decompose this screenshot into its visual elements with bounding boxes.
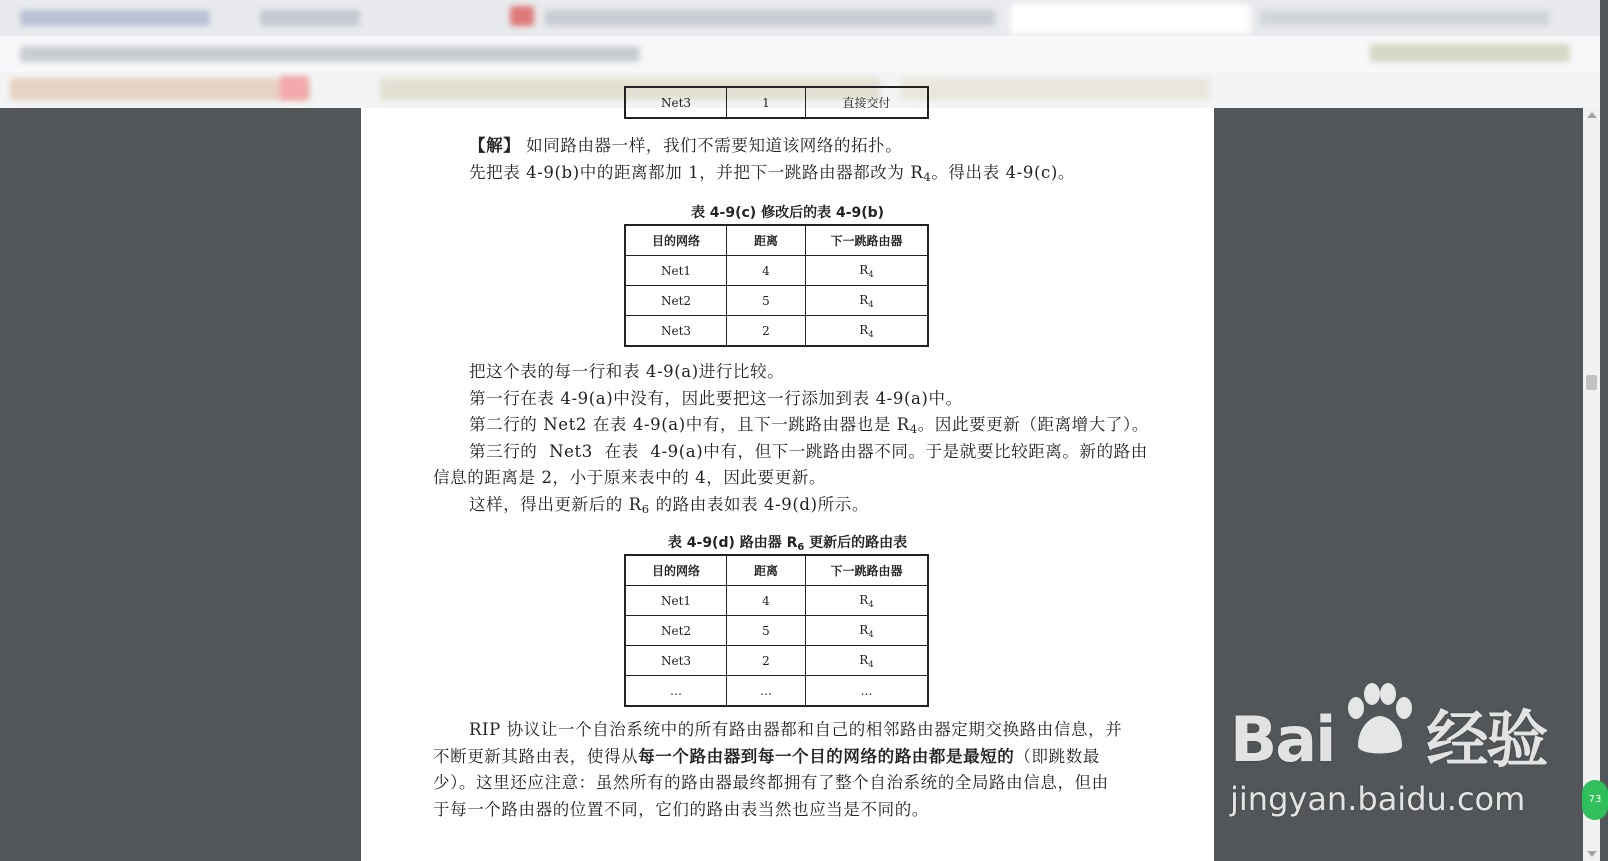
subscript: 4 [868,328,874,339]
paragraph-row3-line1: 第三行的 Net3 在表 4-9(a)中有，但下一跳路由器不同。于是就要比较距离。新的路由 [469,442,1148,461]
table-cell: … [727,676,806,707]
text: 的路由表如表 4-9(d)所示。 [649,495,869,514]
baidu-watermark [1230,680,1560,830]
table-header-row [625,555,928,586]
table-row [625,316,928,347]
scroll-up-arrow-icon[interactable] [1587,112,1597,118]
subscript: 6 [797,542,805,553]
column-header: 下一跳路由器 [806,225,929,256]
column-header: 目的网络 [625,555,727,586]
table-row [625,646,928,676]
text: 这样，得出更新后的 R [469,495,642,514]
address-bar[interactable] [0,36,1600,72]
table-cell: Net3 [625,646,727,676]
vertical-scrollbar[interactable] [1583,108,1600,861]
baidu-paw-icon [1338,680,1418,760]
table-cell: 4 [727,256,806,286]
bold-text: 每一个路由器到每一个目的网络的路由都是最短的 [638,747,1015,766]
text: R [859,652,869,667]
scroll-down-arrow-icon[interactable] [1587,851,1597,857]
text: Bai [1230,703,1335,776]
floating-badge[interactable]: 73 [1582,780,1608,820]
table-cell: Net2 [625,616,727,646]
subscript: 4 [909,422,918,436]
subscript: 4 [868,268,874,279]
table-row [625,87,928,118]
subscript: 4 [868,658,874,669]
column-header: 下一跳路由器 [806,555,929,586]
text: R [859,322,869,337]
table-cell [806,616,929,646]
table-cell: Net2 [625,286,727,316]
solution-text: 如同路由器一样，我们不需要知道该网络的拓扑。 [520,136,903,155]
routing-table-d [624,554,929,707]
table-cell: … [806,676,929,707]
paragraph-row1: 第一行在表 4-9(a)中没有，因此要把这一行添加到表 4-9(a)中。 [469,389,963,408]
table-cell: 2 [727,316,806,347]
text: 第二行的 Net2 在表 4-9(a)中有，且下一跳路由器也是 R [469,415,910,434]
subscript: 4 [868,598,874,609]
subscript: 6 [641,502,650,516]
tab-bar[interactable] [0,0,1600,36]
table-cell: 5 [727,286,806,316]
table-cell: Net3 [625,87,727,118]
text: R [859,622,869,637]
text: R [859,592,869,607]
text: 更新后的路由表 [804,535,908,551]
table-row [625,616,928,646]
routing-table-c [624,224,929,347]
table-cell [806,286,929,316]
column-header: 目的网络 [625,225,727,256]
paragraph-result [469,491,1322,523]
table-d-caption [361,532,1214,553]
paragraph-row3-line2: 信息的距离是 2，小于原来表中的 4，因此要更新。 [433,468,826,487]
solution-label: 【解】 [469,136,521,155]
table-c-caption: 表 4-9(c) 修改后的表 4-9(b) [690,205,885,221]
table-row [625,256,928,286]
text: 先把表 4-9(b)中的距离都加 1，并把下一跳路由器都改为 R [469,163,924,182]
table-cell: Net1 [625,256,727,286]
table-cell [806,256,929,286]
table-row [625,586,928,616]
text: 不断更新其路由表，使得从 [433,747,639,766]
paragraph-rip-line1: RIP 协议让一个自治系统中的所有路由器都和自己的相邻路由器定期交换路由信息，并 [469,720,1123,739]
table-cell: 1 [727,87,806,118]
scrollbar-thumb[interactable] [1586,375,1597,390]
paragraph-solution [469,132,1322,159]
column-header: 距离 [727,225,806,256]
document-page [361,95,1214,861]
subscript: 4 [923,170,932,184]
table-cell: … [625,676,727,707]
table-cell: 5 [727,616,806,646]
table-cell [806,646,929,676]
paragraph-step1 [469,159,1322,191]
text: 经验 [1426,703,1547,776]
table-cell [806,586,929,616]
table-cell: Net1 [625,586,727,616]
subscript: 4 [868,298,874,309]
table-cell: 4 [727,586,806,616]
watermark-url: jingyan.baidu.com [1230,780,1526,818]
text: R [859,292,869,307]
table-cell: 2 [727,646,806,676]
table-row [625,676,928,707]
text: 表 4-9(d) 路由器 R [667,535,798,551]
paragraph-compare: 把这个表的每一行和表 4-9(a)进行比较。 [469,362,785,381]
paragraph-rip-line2 [433,743,1286,770]
subscript: 4 [868,628,874,639]
table-row [625,286,928,316]
routing-table-b-partial [624,86,929,119]
paragraph-rip-line3: 少）。这里还应注意：虽然所有的路由器最终都拥有了整个自治系统的全局路由信息，但由 [433,773,1109,792]
table-cell: 直接交付 [806,87,929,118]
table-header-row [625,225,928,256]
text: （即跳数最 [1014,747,1100,766]
text: 。因此要更新（距离增大了）。 [917,415,1149,434]
column-header: 距离 [727,555,806,586]
text: 。得出表 4-9(c)。 [931,163,1075,182]
table-cell [806,316,929,347]
table-cell: Net3 [625,316,727,347]
text: R [859,262,869,277]
paragraph-rip-line4: 于每一个路由器的位置不同，它们的路由表当然也应当是不同的。 [433,800,929,819]
